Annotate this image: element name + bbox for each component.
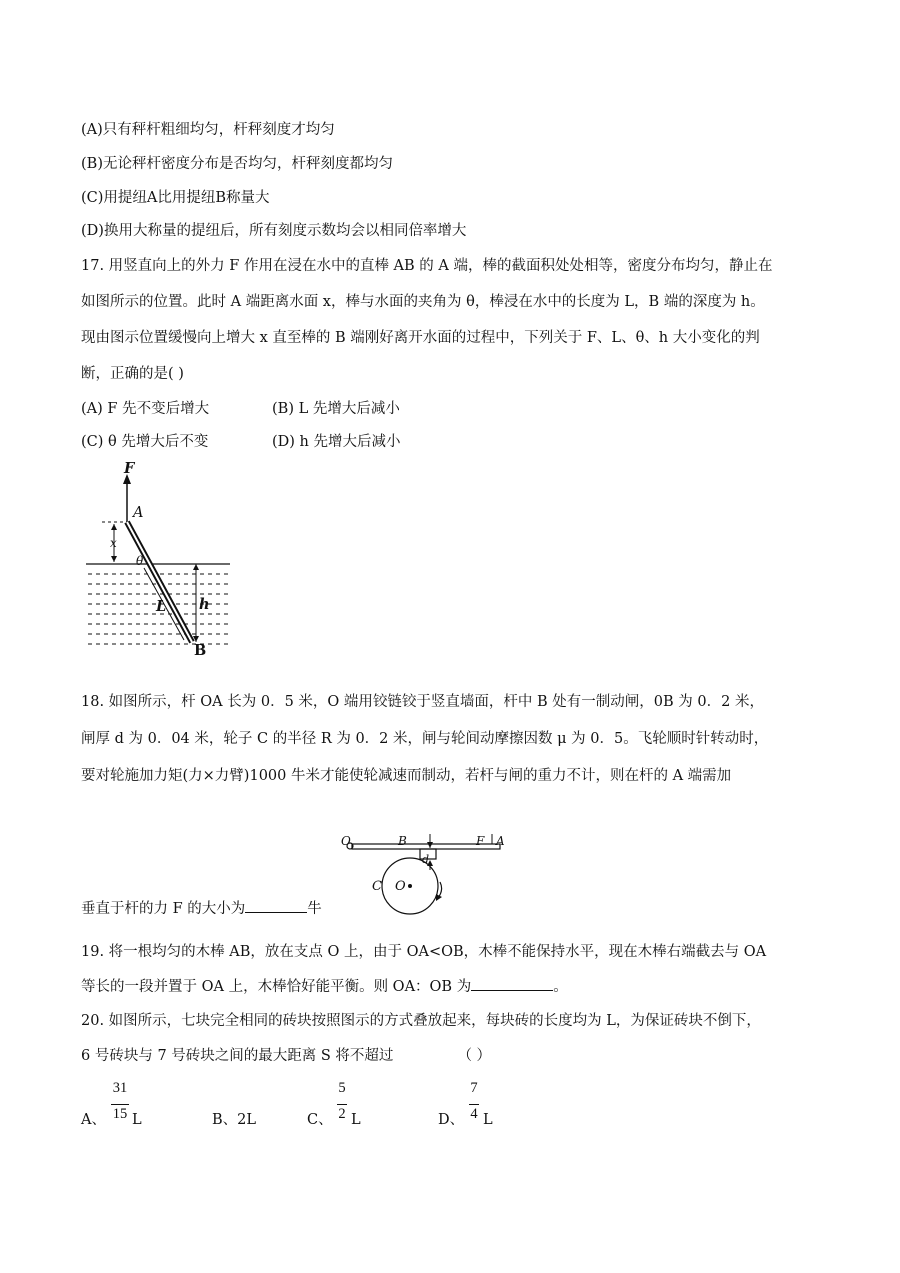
q17-option-b: (B) L 先增大后减小	[272, 401, 400, 417]
label-theta: θ	[136, 554, 144, 568]
q19-text-line-1: 19. 将一根均匀的木棒 AB，放在支点 O 上，由于 OA<OB，木棒不能保持水平，现在木棒右端截去与 OA	[81, 944, 767, 960]
fraction-bar	[111, 1104, 129, 1105]
label-c: C	[372, 879, 382, 894]
q20-text-body: 6 号砖块与 7 号砖块之间的最大距离 S 将不超过	[81, 1048, 394, 1064]
q20-option-c-suffix: L	[351, 1112, 361, 1128]
q20-option-d-suffix: L	[483, 1112, 493, 1128]
q16-option-a: (A)只有秤杆粗细均匀，杆秤刻度才均匀	[81, 122, 335, 138]
fraction-numerator: 31	[112, 1080, 128, 1096]
q18-text-line-1: 18. 如图所示，杆 OA 长为 0．5 米，O 端用铰链铰于竖直墙面，杆中 B 处有一制动闸，0B 为 0．2 米，	[81, 694, 764, 710]
q20-option-a-suffix: L	[132, 1112, 142, 1128]
q20-option-a-fraction	[105, 1080, 135, 1130]
q16-option-d: (D)换用大称量的提纽后，所有刻度示数均会以相同倍率增大	[81, 223, 467, 239]
label-a: A	[133, 505, 144, 521]
q19-answer-blank[interactable]	[471, 976, 553, 991]
label-b: B	[398, 834, 407, 848]
q19-text-prefix: 等长的一段并置于 OA 上，木棒恰好能平衡。则 OA：OB 为	[81, 979, 472, 995]
q18-brake-figure	[338, 826, 518, 918]
label-l: L	[156, 598, 167, 615]
q20-answer-paren: （ ）	[457, 1048, 492, 1064]
q20-option-c-prefix: C、	[307, 1112, 333, 1128]
q20-text-line-2	[81, 1046, 491, 1066]
fraction-numerator: 7	[470, 1080, 478, 1096]
fraction-denominator: 15	[112, 1106, 128, 1122]
q20-option-a-prefix: A、	[81, 1112, 106, 1128]
fraction-bar	[337, 1104, 347, 1105]
label-a: A	[496, 834, 505, 848]
q18-answer-unit: 牛	[307, 901, 322, 917]
q18-answer-prefix: 垂直于杆的力 F 的大小为	[81, 901, 246, 917]
fraction-denominator: 2	[338, 1106, 346, 1122]
label-f: F	[124, 460, 135, 477]
fraction-bar	[469, 1104, 479, 1105]
q17-option-d: (D) h 先增大后减小	[272, 434, 401, 450]
q18-answer-line	[81, 898, 322, 919]
q17-rod-in-water-figure	[80, 460, 240, 660]
label-d: d	[422, 853, 430, 866]
q20-option-d-prefix: D、	[438, 1112, 465, 1128]
fraction-numerator: 5	[338, 1080, 346, 1096]
q20-text-line-1: 20. 如图所示，七块完全相同的砖块按照图示的方式叠放起来，每块砖的长度均为 L，为保证砖块不倒下，	[81, 1013, 761, 1029]
q16-option-c: (C)用提纽A比用提纽B称量大	[81, 190, 270, 206]
q17-text-line-3: 现由图示位置缓慢向上增大 x 直至棒的 B 端刚好离开水面的过程中，下列关于 F、L、θ、h 大小变化的判	[81, 330, 760, 346]
brake-diagram	[338, 826, 518, 918]
q17-option-c: (C) θ 先增大后不变	[81, 434, 209, 450]
rod-water-diagram	[80, 460, 240, 660]
q20-option-b: B、2L	[212, 1112, 257, 1128]
q19-text-line-2	[81, 976, 568, 997]
label-o-center: O	[395, 879, 406, 894]
q17-text-line-1: 17. 用竖直向上的外力 F 作用在浸在水中的直棒 AB 的 A 端，棒的截面积处处相等，密度分布均匀，静止在	[81, 258, 773, 274]
q17-option-a: (A) F 先不变后增大	[81, 401, 210, 417]
q16-option-b: (B)无论秤杆密度分布是否均匀，杆秤刻度都均匀	[81, 156, 393, 172]
q18-text-line-3: 要对轮施加力矩(力×力臂)1000 牛米才能使轮减速而制动，若杆与闸的重力不计，则在杆的 A 端需加	[81, 768, 732, 784]
fraction-denominator: 4	[470, 1106, 478, 1122]
q17-text-line-2: 如图所示的位置。此时 A 端距离水面 x，棒与水面的夹角为 θ，棒浸在水中的长度为 L，B 端的深度为 h。	[81, 294, 765, 310]
q18-text-line-2: 闸厚 d 为 0．04 米，轮子 C 的半径 R 为 0．2 米，闸与轮间动摩擦因数 μ 为 0．5。飞轮顺时针转动时，	[81, 731, 769, 747]
q19-text-suffix: 。	[553, 979, 568, 995]
label-f: F	[476, 834, 485, 848]
label-b: B	[194, 642, 207, 659]
q17-text-line-4: 断，正确的是( )	[81, 366, 184, 382]
label-h: h	[199, 596, 210, 613]
label-o: O	[341, 834, 351, 848]
label-x: x	[110, 536, 117, 550]
q18-answer-blank[interactable]	[245, 898, 307, 913]
